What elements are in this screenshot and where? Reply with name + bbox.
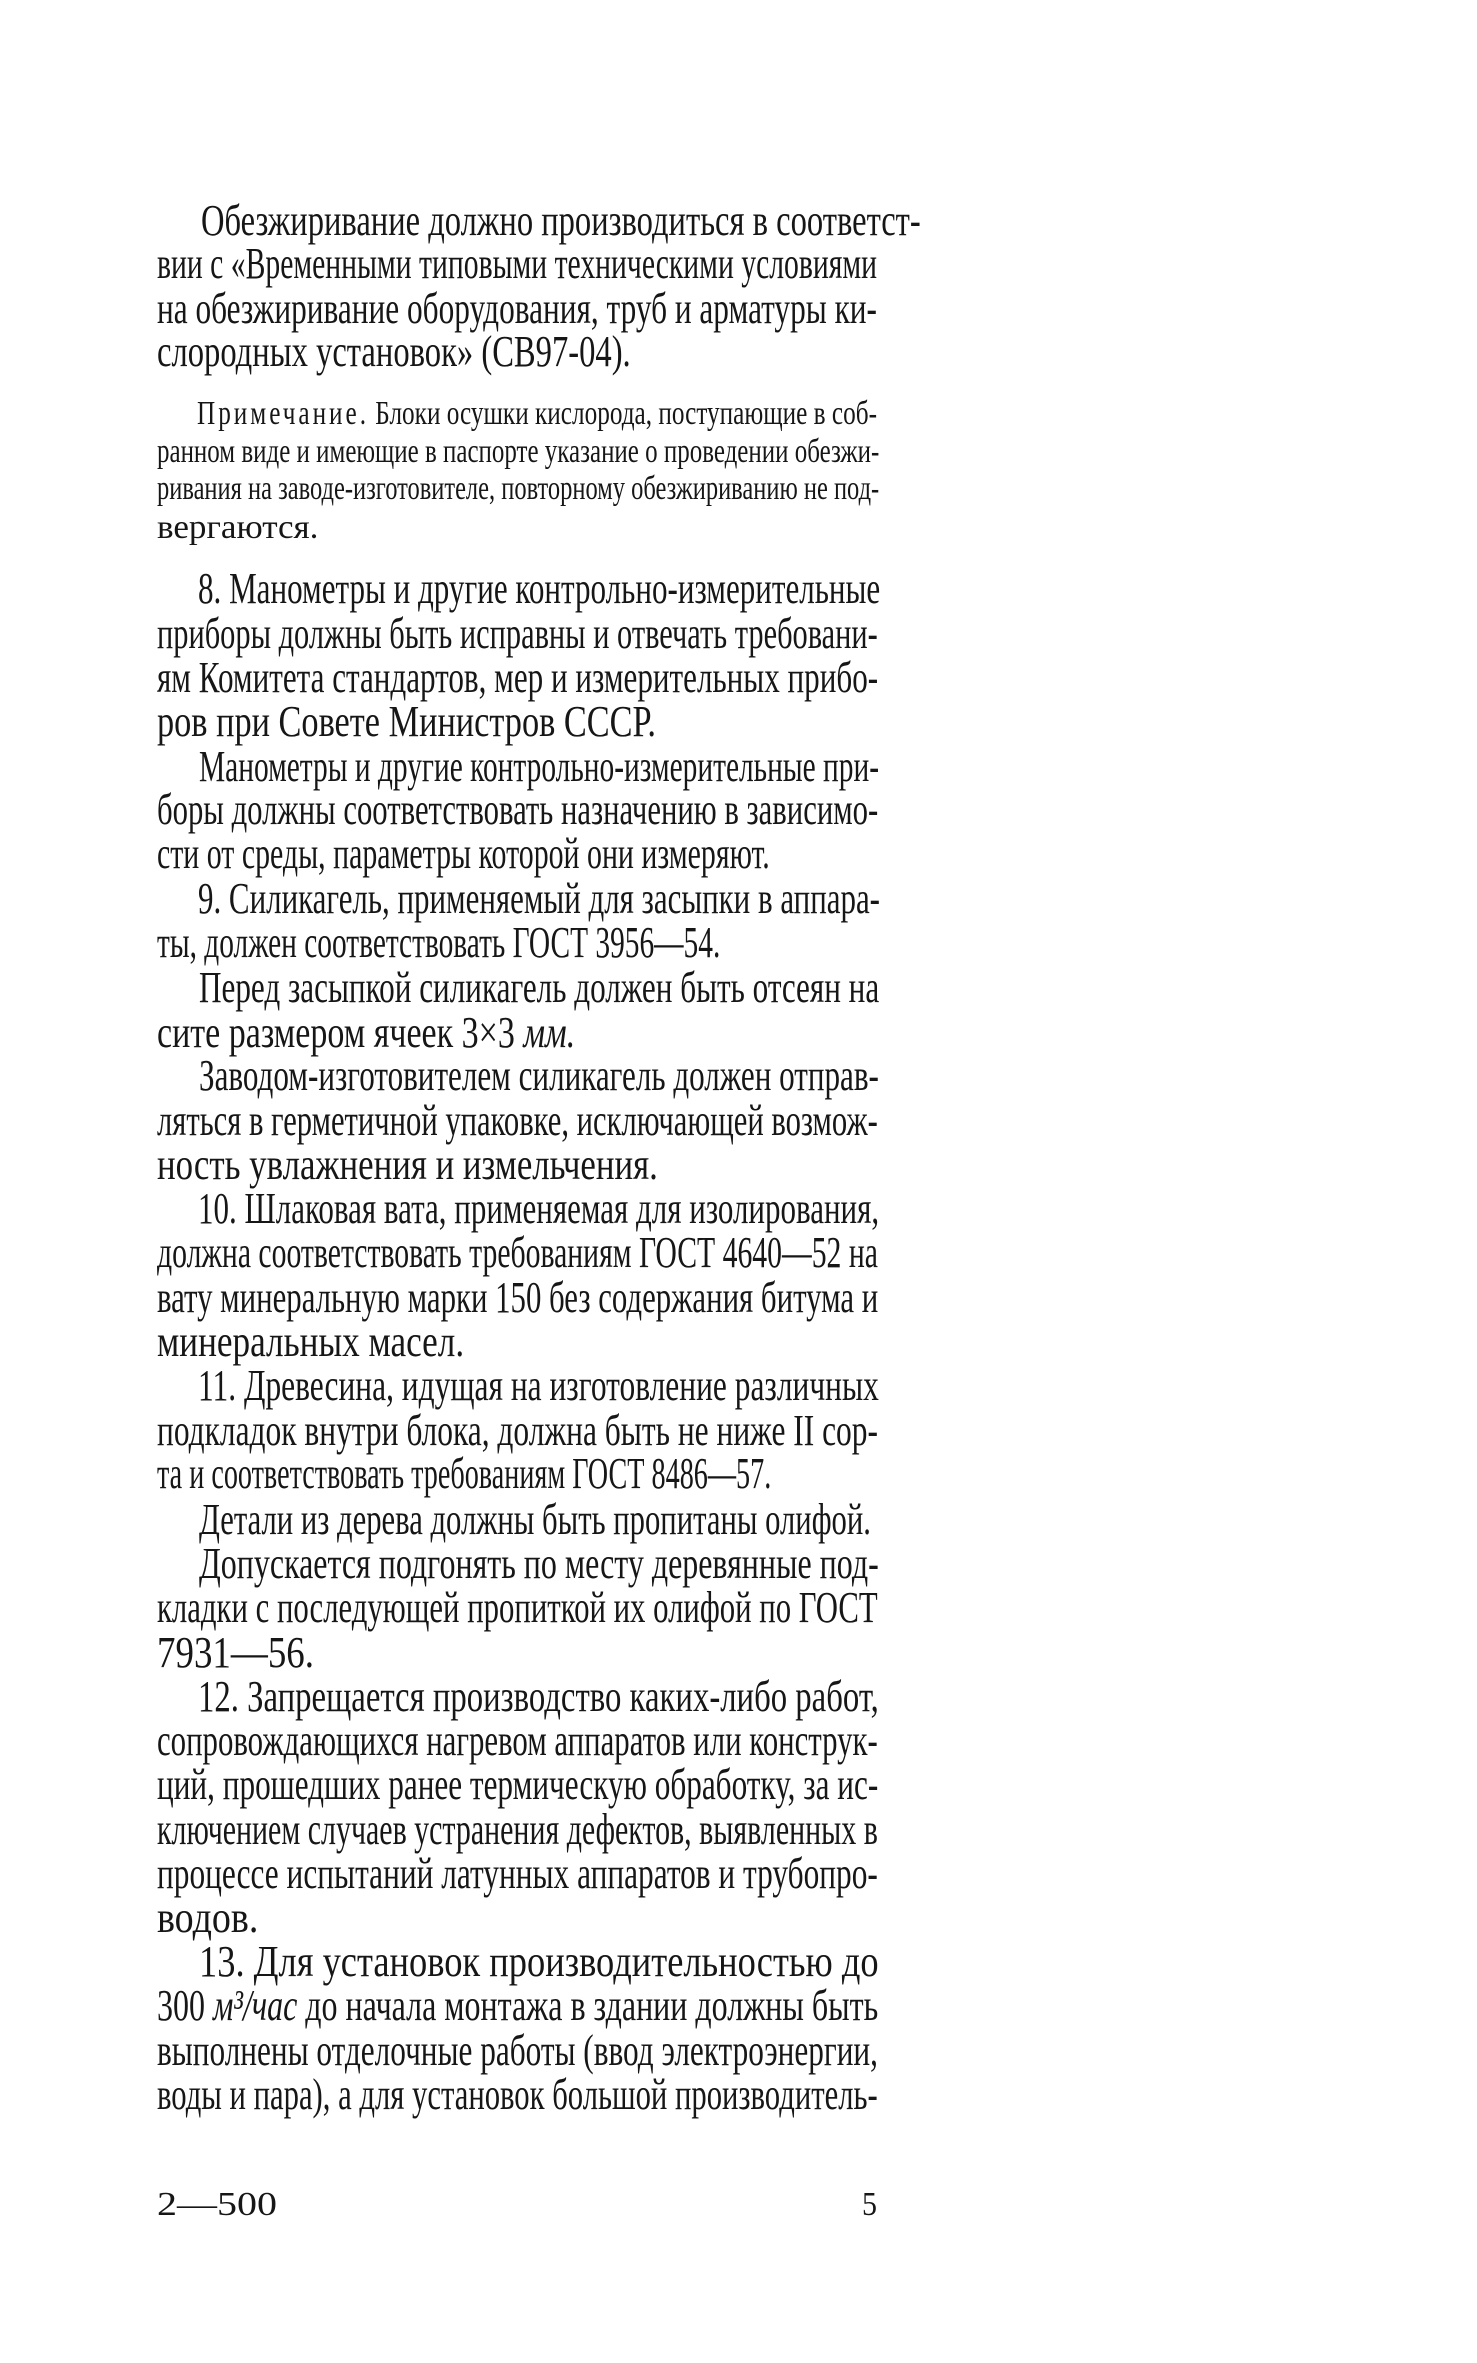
note-line: ривания на заводе-изготовителе, повторному обезжириванию не под-: [157, 470, 880, 507]
text-line: ций, прошедших ранее термическую обработку, за ис-: [157, 1760, 879, 1809]
text-line: сопровождающихся нагревом аппаратов или конструк-: [157, 1716, 878, 1765]
text-line: воды и пара), а для установок большой производитель-: [157, 2070, 878, 2119]
unit-mm: мм.: [523, 1008, 576, 1057]
text-line: вату минеральную марки 150 без содержания битума и: [157, 1273, 879, 1322]
text-line: ров при Совете Министров СССР.: [157, 697, 656, 746]
text-line: вии с «Временными типовыми техническими условиями: [157, 239, 878, 288]
note-text: Блоки осушки кислорода, поступающие в соб-: [368, 395, 877, 432]
text-line: ляться в герметичной упаковке, исключающей возмож-: [157, 1096, 878, 1145]
note-line: ранном виде и имеющие в паспорте указание о проведении обезжи-: [157, 433, 880, 470]
text-line: водов.: [157, 1893, 259, 1942]
text-fragment: до начала монтажа в здании должны быть: [297, 1981, 879, 2030]
text-line: ность увлажнения и измельчения.: [157, 1140, 658, 1189]
text-line: слородных установок» (СВ97-04).: [157, 327, 631, 376]
text-line: минеральных масел.: [157, 1317, 465, 1366]
note-label: Примечание.: [197, 395, 369, 432]
text-line: 9. Силикагель, применяемый для засыпки в аппара-: [198, 874, 880, 923]
text-line: кладки с последующей пропиткой их олифой по ГОСТ: [157, 1583, 878, 1632]
text-line: 13. Для установок производительностью до: [199, 1937, 879, 1986]
text-line: на обезжиривание оборудования, труб и арматуры ки-: [157, 284, 877, 333]
text-line: ям Комитета стандартов, мер и измерительных прибо-: [157, 653, 879, 702]
text-line: выполнены отделочные работы (ввод электроэнергии,: [157, 2026, 878, 2075]
text-line: приборы должны быть исправны и отвечать требовани-: [157, 609, 878, 658]
text-fragment: сите размером ячеек 3×3: [157, 1008, 524, 1057]
text-line: боры должны соответствовать назначению в зависимо-: [157, 785, 879, 834]
page-number: 5: [862, 2186, 877, 2223]
text-line: подкладок внутри блока, должна быть не ниже II сор-: [157, 1406, 878, 1455]
note-line: [197, 397, 877, 431]
text-line: ключением случаев устранения дефектов, выявленных в: [157, 1805, 878, 1854]
text-line: [157, 1981, 879, 2030]
text-line: Допускается подгонять по месту деревянные под-: [199, 1539, 879, 1588]
text-line: Детали из дерева должны быть пропитаны олифой.: [199, 1495, 871, 1544]
text-line: 10. Шлаковая вата, применяемая для изолирования,: [198, 1184, 880, 1233]
text-line: 12. Запрещается производство каких-либо работ,: [198, 1672, 879, 1721]
text-line: Обезжиривание должно производиться в соответст-: [201, 196, 921, 245]
text-line: [157, 1008, 576, 1057]
text-line: процессе испытаний латунных аппаратов и трубопро-: [157, 1849, 878, 1898]
text-line: должна соответствовать требованиям ГОСТ 4640—52 на: [157, 1228, 878, 1277]
unit-m3-per-hour: м³/час: [212, 1981, 298, 2030]
text-line: сти от среды, параметры которой они измеряют.: [157, 829, 770, 878]
text-line: Заводом-изготовителем силикагель должен отправ-: [199, 1051, 879, 1100]
text-line: 11. Древесина, идущая на изготовление различных: [198, 1361, 879, 1410]
text-line: та и соответствовать требованиям ГОСТ 8486—57.: [157, 1449, 772, 1498]
text-line: 7931—56.: [157, 1628, 314, 1677]
text-line: ты, должен соответствовать ГОСТ 3956—54.: [157, 918, 721, 967]
text-line: Перед засыпкой силикагель должен быть отсеян на: [199, 963, 880, 1012]
text-fragment: 300: [157, 1981, 213, 2030]
text-line: Манометры и другие контрольно-измерительные при-: [199, 742, 880, 791]
text-line: 8. Манометры и другие контрольно-измерительные: [198, 564, 881, 613]
note-line: вергаются.: [157, 509, 319, 546]
printer-signature: 2—500: [157, 2186, 277, 2223]
